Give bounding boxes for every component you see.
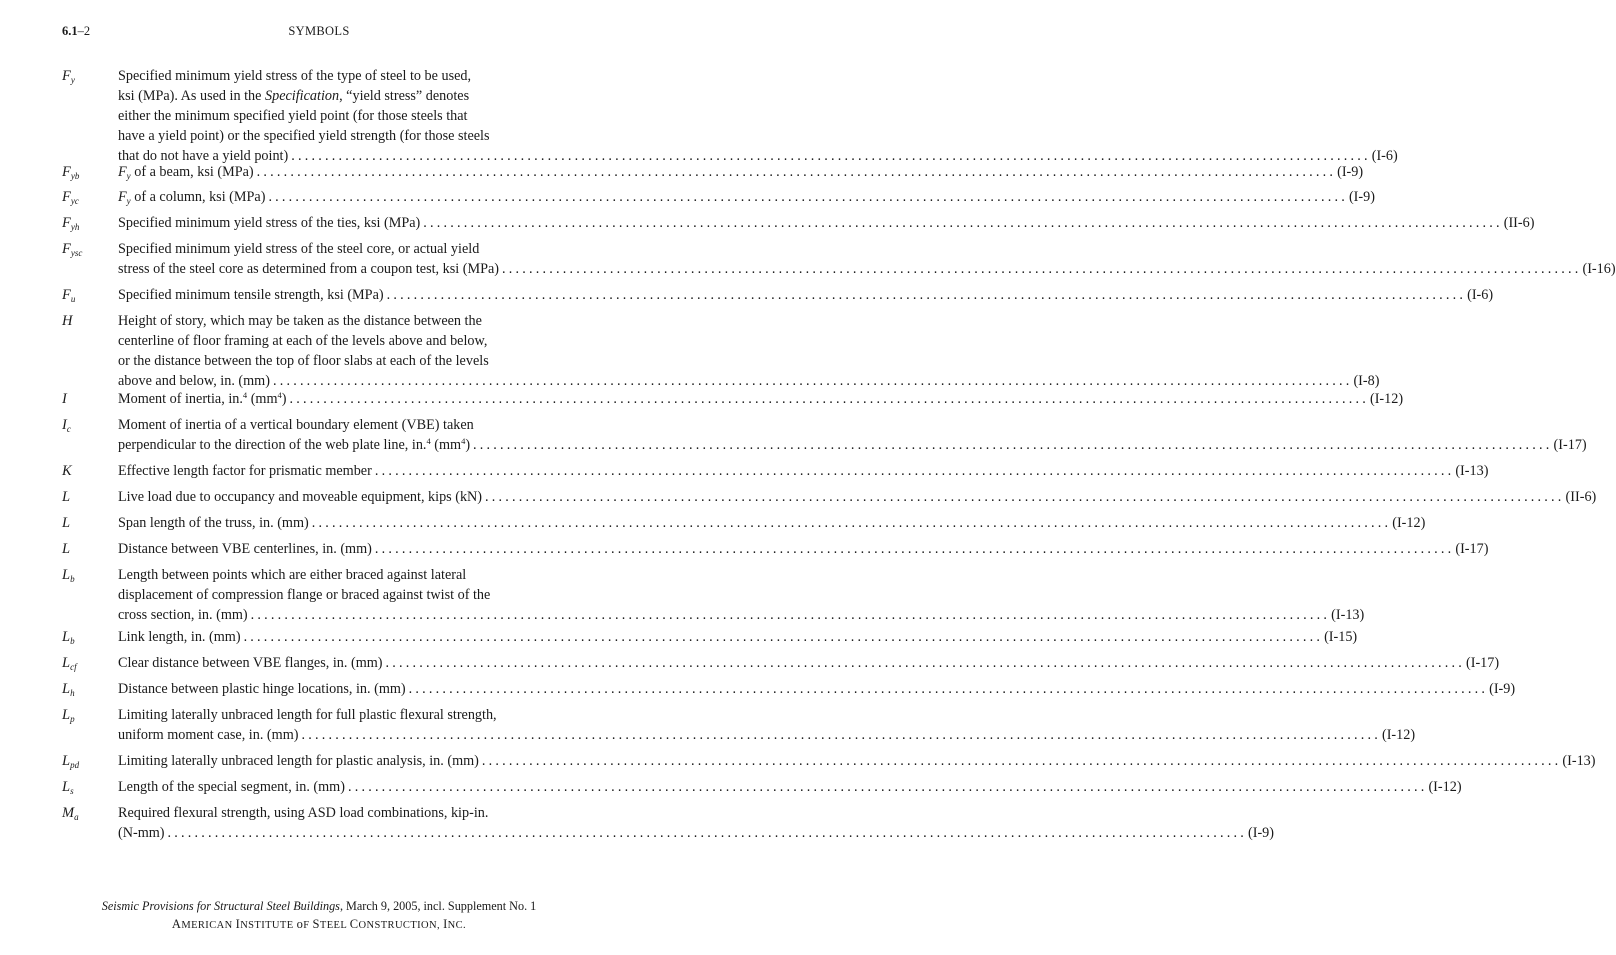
symbol-description — [118, 513, 1426, 533]
line-text — [118, 605, 248, 625]
symbol-subscript: c — [66, 424, 71, 434]
publisher-word: INSTITUTE — [235, 917, 294, 931]
page-footer — [0, 897, 638, 935]
description-line — [118, 679, 1516, 699]
symbol-subscript: yb — [70, 171, 80, 181]
symbol-subscript: pd — [70, 760, 80, 770]
text-segment: Limiting laterally unbraced length for plastic analysis, in. (mm) — [118, 753, 479, 769]
symbol-letter: F — [62, 287, 71, 303]
symbol-letter: F — [62, 189, 71, 205]
symbol-subscript: a — [74, 812, 79, 822]
symbol — [62, 513, 70, 533]
symbol-letter: L — [62, 681, 71, 697]
dot-leader: ................................................................................................................................................................ — [250, 607, 1331, 623]
text-segment: ) — [465, 437, 471, 453]
text-segment: Distance between VBE centerlines, in. (mm) — [118, 541, 372, 557]
line-text — [118, 461, 372, 481]
equation-reference: (I-17) — [1455, 541, 1489, 557]
line-text — [118, 823, 165, 843]
symbol-subscript: h — [70, 688, 75, 698]
symbol — [62, 187, 79, 207]
text-segment: ksi (MPa). As used in the — [118, 88, 265, 104]
text-segment: of a beam, ksi (MPa) — [130, 164, 254, 180]
text-segment: stress of the steel core as determined from a coupon test, ksi (MPa) — [118, 261, 499, 277]
dot-leader: ................................................................................................................................................................ — [473, 437, 1553, 453]
description-line — [118, 461, 1489, 481]
line-text — [118, 285, 384, 305]
equation-reference: (I-12) — [1381, 727, 1416, 743]
symbol-subscript: s — [70, 786, 74, 796]
symbol-subscript: cf — [70, 662, 77, 672]
text-segment: have a yield point) or the specified yield strength (for those steels — [118, 128, 490, 144]
description-line — [118, 435, 1587, 455]
equation-reference: (I-15) — [1324, 629, 1358, 645]
symbol — [62, 162, 79, 182]
symbol — [62, 751, 79, 771]
description-line — [118, 389, 1404, 409]
description-line — [118, 371, 1380, 391]
description-line — [118, 239, 534, 259]
description-line — [118, 162, 1364, 182]
dot-leader: ................................................................................................................................................................ — [291, 148, 1371, 164]
line-text — [118, 627, 241, 647]
equation-reference: (I-9) — [1348, 189, 1375, 205]
description-line — [118, 751, 1596, 771]
text-segment: Length of the special segment, in. (mm) — [118, 779, 345, 795]
symbol-letter: F — [62, 215, 71, 231]
description-line — [118, 487, 1597, 507]
text-segment: that do not have a yield point) — [118, 148, 289, 164]
symbol — [62, 539, 70, 559]
equation-reference: (I-13) — [1455, 463, 1489, 479]
description-line — [118, 187, 1375, 207]
symbol-description — [118, 751, 1596, 771]
text-segment: (mm — [430, 437, 462, 453]
line-text — [118, 259, 499, 279]
symbol-subscript: y — [70, 75, 75, 85]
inline-symbol-subscript: y — [126, 171, 131, 181]
symbol — [62, 653, 77, 673]
page-number-suffix: –2 — [77, 24, 91, 38]
description-line — [118, 126, 534, 146]
description-line — [118, 86, 534, 106]
description-line — [118, 513, 1426, 533]
symbol-description — [118, 539, 1489, 559]
line-text — [118, 435, 470, 455]
symbol-description — [118, 239, 1616, 279]
exponent: 4 — [277, 390, 282, 400]
equation-reference: (I-17) — [1466, 655, 1500, 671]
symbol-letter: I — [62, 391, 67, 407]
line-text — [118, 389, 286, 409]
description-line — [118, 605, 1365, 625]
dot-leader: ................................................................................................................................................................ — [256, 164, 1337, 180]
symbol — [62, 565, 75, 585]
symbol — [62, 389, 67, 409]
symbol-letter: L — [62, 655, 71, 671]
text-segment: Specified minimum yield stress of the type of steel to be used, — [118, 68, 472, 84]
text-segment: (mm — [247, 391, 278, 407]
dot-leader: ................................................................................................................................................................ — [501, 261, 1582, 277]
running-title: SYMBOLS — [288, 24, 350, 38]
publisher-word: CONSTRUCTION, — [349, 917, 441, 931]
text-segment: ) — [281, 391, 287, 407]
symbol-description — [118, 415, 1587, 455]
symbol-description — [118, 777, 1462, 797]
symbol-letter: M — [62, 805, 75, 821]
text-segment: centerline of floor framing at each of the levels above and below, — [118, 333, 488, 349]
description-line — [118, 66, 534, 86]
equation-reference: (I-12) — [1428, 779, 1462, 795]
symbol-description — [118, 679, 1516, 699]
italic-term: Specification — [265, 88, 340, 104]
text-segment: Specified minimum yield stress of the steel core, or actual yield — [118, 241, 480, 257]
symbol-description — [118, 487, 1597, 507]
footer-edition: , March 9, 2005, incl. Supplement No. 1 — [339, 899, 537, 913]
description-line — [118, 285, 1494, 305]
description-line — [118, 627, 1358, 647]
exponent: 4 — [426, 436, 431, 446]
text-segment: Required flexural strength, using ASD load combinations, kip-in. — [118, 805, 489, 821]
equation-reference: (I-12) — [1369, 391, 1404, 407]
publisher-word: oF — [296, 917, 310, 931]
symbol-letter: F — [62, 164, 71, 180]
line-text — [118, 679, 406, 699]
symbol-description — [118, 66, 1398, 166]
line-text — [118, 371, 270, 391]
symbol — [62, 311, 72, 331]
text-segment: displacement of compression flange or braced against twist of the — [118, 587, 491, 603]
equation-reference: (I-17) — [1553, 437, 1587, 453]
description-line — [118, 331, 534, 351]
text-segment: uniform moment case, in. (mm) — [118, 727, 299, 743]
dot-leader: ................................................................................................................................................................ — [268, 189, 1348, 205]
text-segment: Live load due to occupancy and moveable equipment, kips (kN) — [118, 489, 483, 505]
description-line — [118, 653, 1500, 673]
dot-leader: ................................................................................................................................................................ — [301, 727, 1381, 743]
symbol-description — [118, 285, 1494, 305]
equation-reference: (I-9) — [1337, 164, 1364, 180]
dot-leader: ................................................................................................................................................................ — [423, 215, 1503, 231]
description-line — [118, 585, 534, 605]
dot-leader: ................................................................................................................................................................ — [243, 629, 1324, 645]
symbol-subscript: yc — [70, 196, 79, 206]
equation-reference: (I-9) — [1248, 825, 1274, 841]
dot-leader: ................................................................................................................................................................ — [347, 779, 1428, 795]
description-line — [118, 415, 534, 435]
symbol — [62, 415, 71, 435]
publisher-word: INC. — [443, 917, 467, 931]
text-segment: Height of story, which may be taken as the distance between the — [118, 313, 482, 329]
equation-reference: (I-8) — [1353, 373, 1380, 389]
text-segment: of a column, ksi (MPa) — [130, 189, 266, 205]
dot-leader: ................................................................................................................................................................ — [374, 463, 1455, 479]
line-text — [118, 751, 479, 771]
text-segment: Specified minimum yield stress of the ties, ksi (MPa) — [118, 215, 421, 231]
equation-reference: (I-13) — [1331, 607, 1365, 623]
equation-reference: (II-6) — [1565, 489, 1597, 505]
line-text — [118, 725, 298, 745]
description-line — [118, 213, 1535, 233]
symbol-letter: L — [62, 567, 71, 583]
description-line — [118, 823, 1274, 843]
symbol-description — [118, 311, 1380, 391]
symbol-letter: L — [62, 753, 71, 769]
symbol — [62, 803, 79, 823]
description-line — [118, 259, 1616, 279]
text-segment: Span length of the truss, in. (mm) — [118, 515, 309, 531]
symbol — [62, 679, 75, 699]
text-segment: Effective length factor for prismatic member — [118, 463, 372, 479]
inline-symbol: F — [118, 189, 127, 205]
description-line — [118, 777, 1462, 797]
equation-reference: (I-6) — [1371, 148, 1398, 164]
text-segment: (N-mm) — [118, 825, 165, 841]
text-segment: cross section, in. (mm) — [118, 607, 248, 623]
dot-leader: ................................................................................................................................................................ — [311, 515, 1392, 531]
exponent: 4 — [242, 390, 248, 400]
publisher-word: AMERICAN — [171, 917, 233, 931]
symbol-letter: L — [62, 515, 71, 531]
symbol — [62, 627, 75, 647]
symbol-subscript: p — [70, 714, 75, 724]
symbol — [62, 239, 82, 259]
line-text — [118, 539, 372, 559]
dot-leader: ................................................................................................................................................................ — [272, 373, 1353, 389]
description-line — [118, 539, 1489, 559]
symbol-subscript: yh — [70, 222, 80, 232]
text-segment: Link length, in. (mm) — [118, 629, 241, 645]
symbol-description — [118, 627, 1358, 647]
line-text — [118, 187, 265, 207]
symbol-description — [118, 187, 1375, 207]
symbol — [62, 705, 75, 725]
line-text — [118, 513, 309, 533]
equation-reference: (I-13) — [1562, 753, 1596, 769]
text-segment: , “yield stress” denotes — [339, 88, 470, 104]
text-segment: either the minimum specified yield point (for those steels that — [118, 108, 468, 124]
symbol — [62, 66, 75, 86]
symbol-letter: L — [62, 629, 71, 645]
text-segment: Limiting laterally unbraced length for full plastic flexural strength, — [118, 707, 497, 723]
dot-leader: ................................................................................................................................................................ — [481, 753, 1562, 769]
inline-symbol-subscript: y — [126, 196, 131, 206]
symbol-letter: L — [62, 489, 71, 505]
description-line — [118, 106, 534, 126]
inline-symbol: F — [118, 164, 127, 180]
text-segment: or the distance between the top of floor slabs at each of the levels — [118, 353, 489, 369]
symbol-letter: L — [62, 541, 71, 557]
description-line — [118, 803, 534, 823]
symbol-letter: F — [62, 68, 71, 84]
symbol-subscript: b — [70, 574, 75, 584]
symbol — [62, 213, 79, 233]
symbol-subscript: u — [70, 294, 76, 304]
line-text — [118, 487, 482, 507]
symbol-letter: K — [62, 463, 72, 479]
symbol-description — [118, 653, 1500, 673]
line-text — [118, 162, 254, 182]
exponent: 4 — [461, 436, 466, 446]
text-segment: perpendicular to the direction of the web plate line, in. — [118, 437, 427, 453]
symbol-description — [118, 213, 1535, 233]
line-text — [118, 213, 420, 233]
symbol-letter: F — [62, 241, 71, 257]
text-segment: Clear distance between VBE flanges, in. (mm) — [118, 655, 383, 671]
description-line — [118, 311, 534, 331]
footer-publisher — [0, 915, 638, 935]
equation-reference: (I-9) — [1489, 681, 1516, 697]
symbol-letter: I — [62, 417, 67, 433]
text-segment: Distance between plastic hinge locations, in. (mm) — [118, 681, 406, 697]
symbol — [62, 461, 72, 481]
dot-leader: ................................................................................................................................................................ — [485, 489, 1565, 505]
text-segment: Moment of inertia, in. — [118, 391, 243, 407]
equation-reference: (I-12) — [1392, 515, 1426, 531]
dot-leader: ................................................................................................................................................................ — [374, 541, 1455, 557]
dot-leader: ................................................................................................................................................................ — [289, 391, 1369, 407]
symbol-letter: L — [62, 779, 71, 795]
dot-leader: ................................................................................................................................................................ — [385, 655, 1465, 671]
description-line — [118, 351, 534, 371]
description-line — [118, 725, 1416, 745]
symbol-letter: L — [62, 707, 71, 723]
text-segment: Moment of inertia of a vertical boundary element (VBE) taken — [118, 417, 474, 433]
dot-leader: ................................................................................................................................................................ — [408, 681, 1489, 697]
dot-leader: ................................................................................................................................................................ — [386, 287, 1467, 303]
dot-leader: ................................................................................................................................................................ — [167, 825, 1247, 841]
symbol-description — [118, 803, 1274, 843]
text-segment: above and below, in. (mm) — [118, 373, 270, 389]
description-line — [118, 565, 534, 585]
line-text — [118, 653, 383, 673]
publisher-word: STEEL — [312, 917, 347, 931]
text-segment: Specified minimum tensile strength, ksi (MPa) — [118, 287, 384, 303]
footer-citation — [0, 897, 638, 915]
symbol-description — [118, 162, 1364, 182]
symbol-description — [118, 461, 1489, 481]
line-text — [118, 777, 345, 797]
symbol-description — [118, 389, 1404, 409]
page-number-main: 6.1 — [62, 24, 78, 38]
symbol — [62, 777, 74, 797]
symbol — [62, 487, 70, 507]
symbol-description — [118, 565, 1365, 625]
symbol-letter: H — [62, 313, 73, 329]
equation-reference: (I-6) — [1467, 287, 1494, 303]
footer-title: Seismic Provisions for Structural Steel Buildings — [101, 899, 340, 913]
symbol-subscript: b — [70, 636, 75, 646]
symbol — [62, 285, 75, 305]
equation-reference: (I-16) — [1582, 261, 1616, 277]
text-segment: Length between points which are either braced against lateral — [118, 567, 467, 583]
symbol-description — [118, 705, 1416, 745]
equation-reference: (II-6) — [1503, 215, 1535, 231]
symbol-subscript: ysc — [70, 248, 83, 258]
description-line — [118, 705, 534, 725]
